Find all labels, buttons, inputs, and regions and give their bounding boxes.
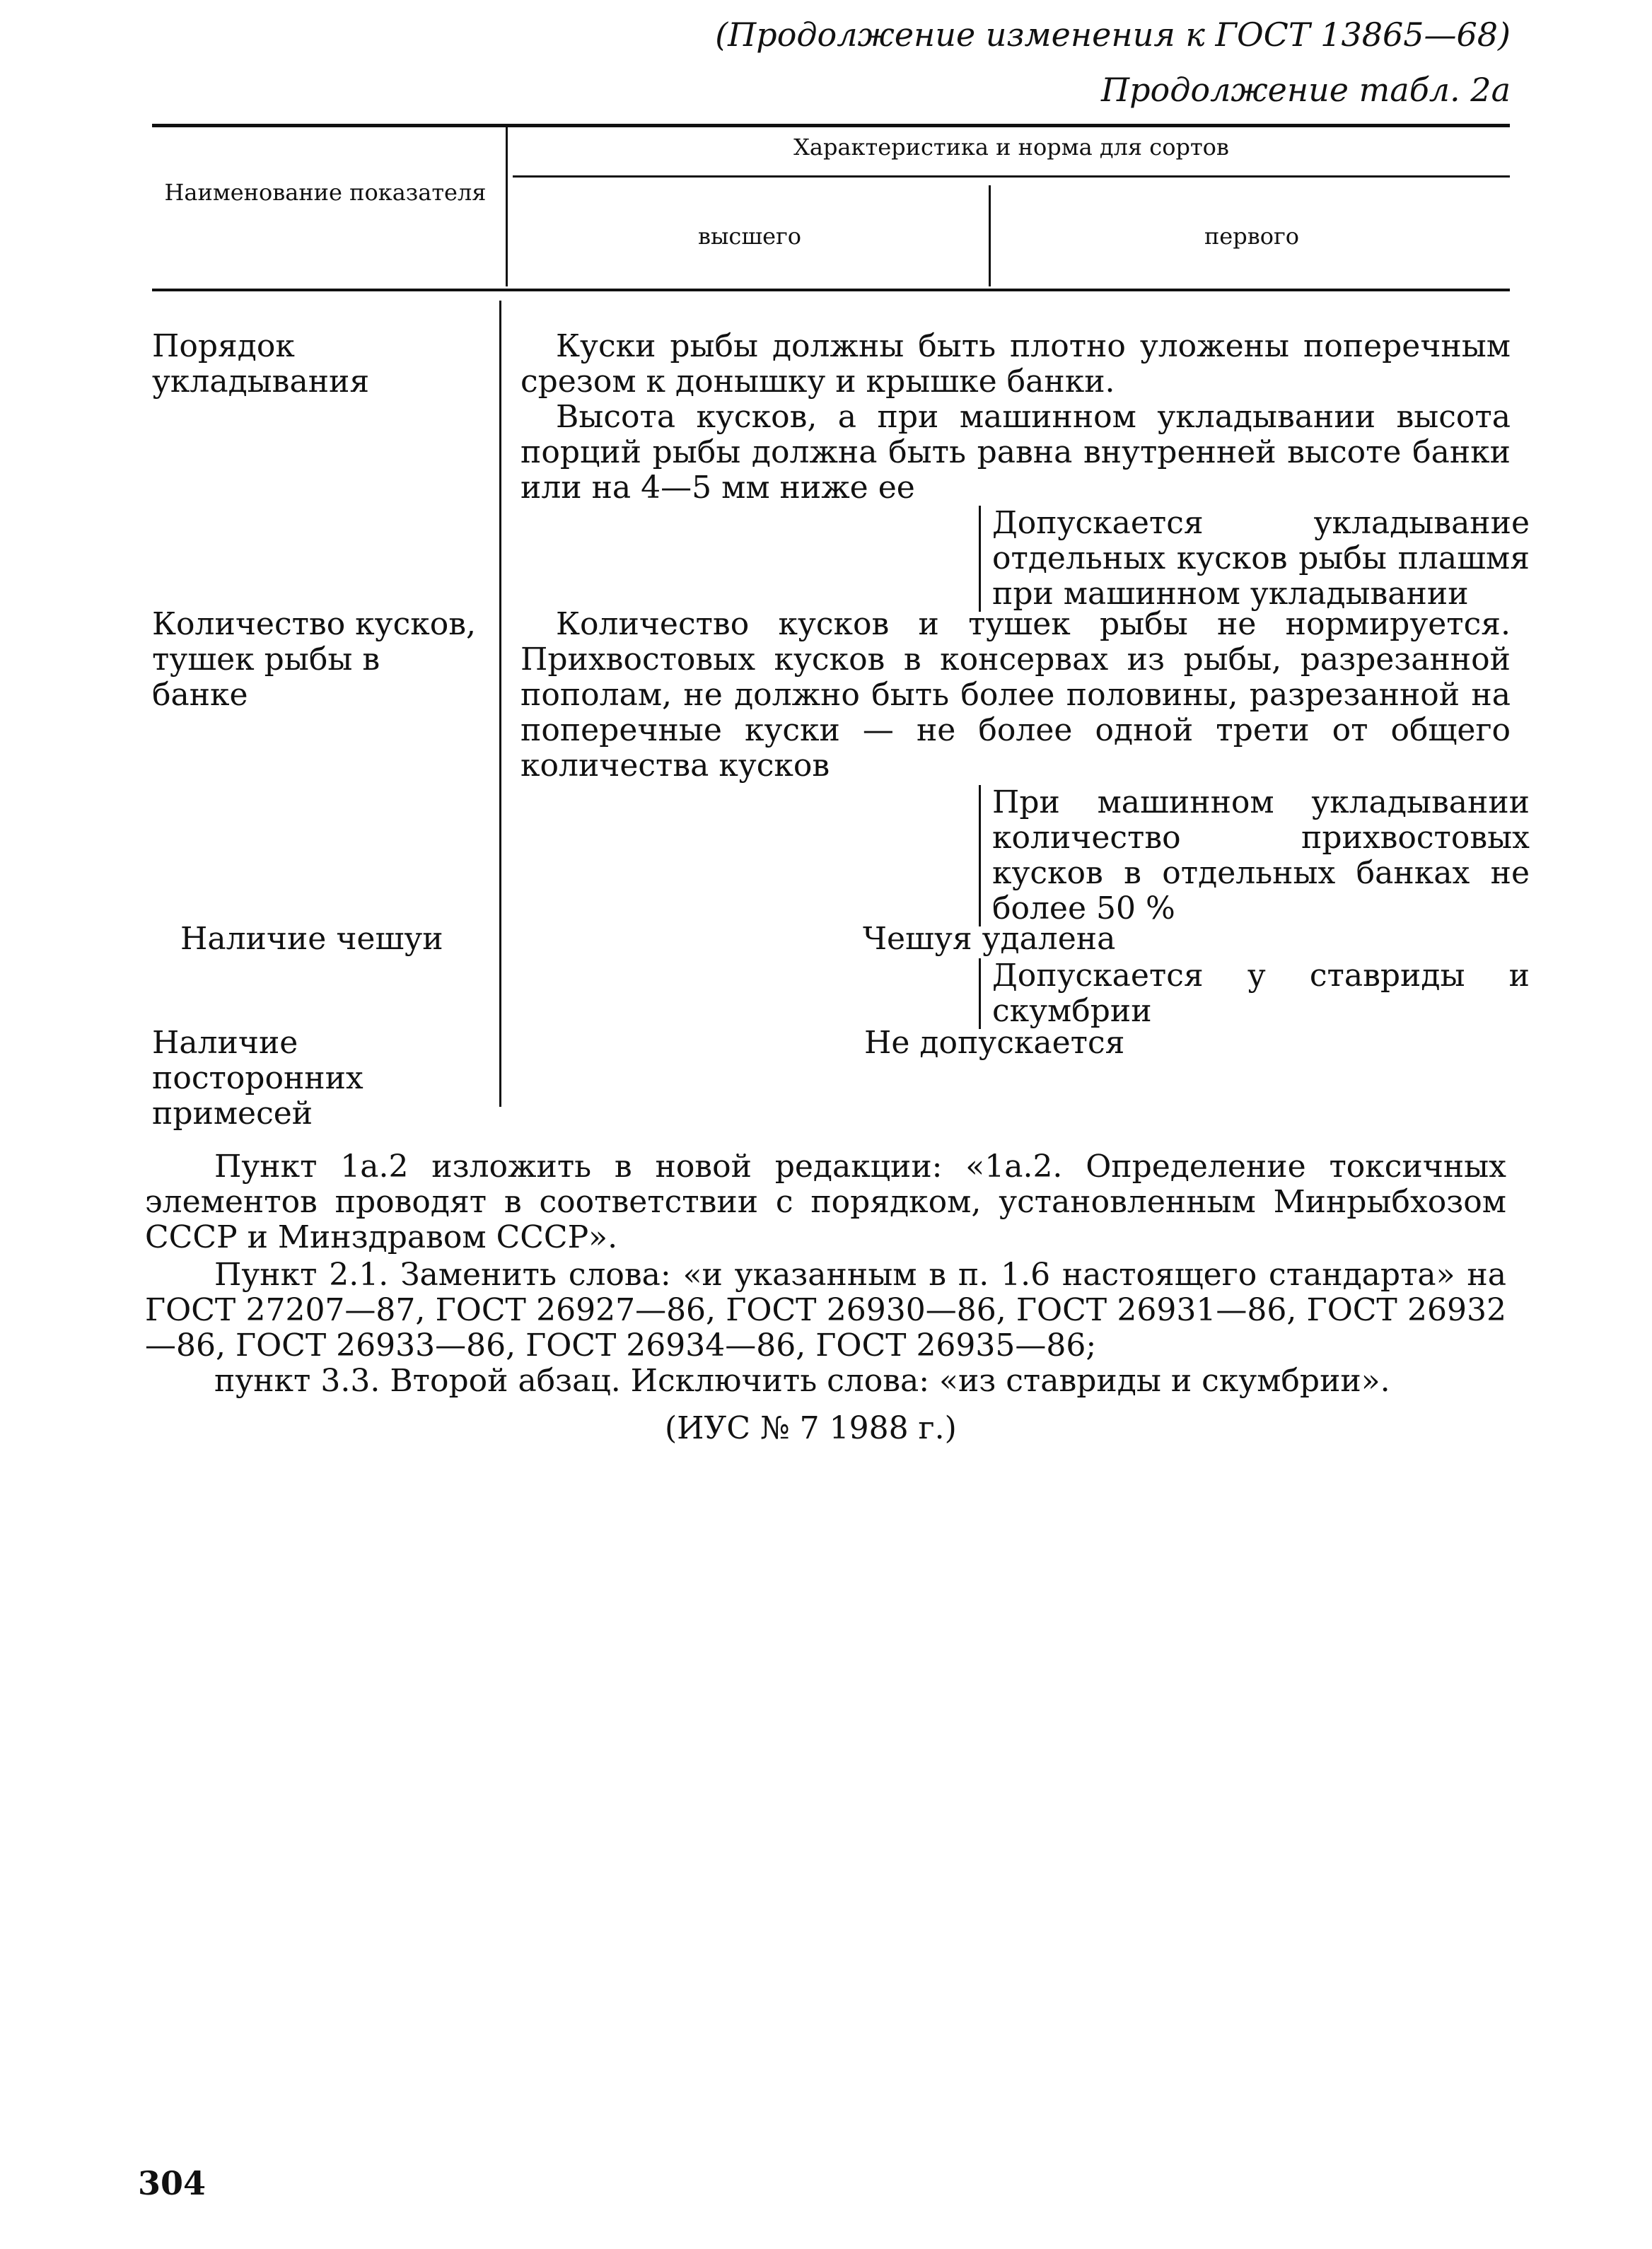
paragraph-2-1: Пункт 2.1. Заменить слова: «и указанным в п. 1.6 настоящего стандарта» на ГОСТ 27207—87, ГОСТ 26927—86, ГОСТ 26930—86, ГОСТ 26931—86, ГОСТ 26932—86, ГОСТ 26933—86, ГОСТ 26934—86, ГОСТ 26935—86;: [145, 1257, 1506, 1364]
paragraph-3-3: пункт 3.3. Второй абзац. Исключить слова: «из ставриды и скумбрии».: [214, 1363, 1390, 1399]
row1-common-text-1: Куски рыбы должны быть плотно уложены поперечным срезом к донышку и крышке банки.: [520, 328, 1511, 400]
row-name-scales: Наличие чешуи: [180, 921, 443, 957]
row2-first-grade-note: При машинном укладывании количество прихвостовых кусков в отдельных банках не более 50 %: [979, 785, 1530, 926]
row1-first-grade-note: Допускается укладывание отдельных кусков рыбы плашмя при машинном укладывании: [979, 506, 1530, 612]
body-divider: [499, 301, 501, 1107]
paragraph-1a2: Пункт 1а.2 изложить в новой редакции: «1а.2. Определение токсичных элементов проводят в соответствии с порядком, установленным Минрыбхозом СССР и Минздравом СССР».: [145, 1149, 1506, 1255]
header-bottom-rule: [152, 289, 1510, 291]
row-name-packing-order: Порядок укладывания: [152, 328, 370, 400]
col-higher-header: высшего: [697, 223, 802, 250]
table-caption: Продолжение табл. 2а: [1100, 71, 1511, 109]
group-header: Характеристика и норма для сортов: [793, 134, 1229, 161]
row2-common-text: Количество кусков и тушек рыбы не нормируется. Прихвостовых кусков в консервах из рыбы, разрезанной пополам, не должно быть более половины, разрезанной на поперечные куски — не более одной трети от общего количества кусков: [520, 606, 1511, 784]
continuation-header: (Продолжение изменения к ГОСТ 13865—68): [715, 16, 1511, 54]
row-name-impurities: Наличие посторонних примесей: [152, 1025, 363, 1132]
col-name-header: Наименование показателя: [164, 179, 487, 206]
row3-first-grade-note: Допускается у ставриды и скумбрии: [979, 958, 1530, 1029]
header-divider-1: [506, 127, 508, 286]
col-first-header: первого: [1204, 223, 1300, 250]
group-header-rule: [513, 175, 1510, 178]
row-name-piece-count: Количество кусков, тушек рыбы в банке: [152, 606, 476, 713]
table-top-rule: [152, 124, 1510, 127]
source-note: (ИУС № 7 1988 г.): [665, 1410, 957, 1446]
row3-common-text: Чешуя удалена: [863, 921, 1116, 957]
header-divider-2: [989, 185, 991, 286]
row4-common-text: Не допускается: [864, 1025, 1125, 1061]
row1-common-text-2: Высота кусков, а при машинном укладывании высота порций рыбы должна быть равна внутренней высоте банки или на 4—5 мм ниже ее: [520, 399, 1511, 506]
page-number: 304: [138, 2164, 206, 2202]
